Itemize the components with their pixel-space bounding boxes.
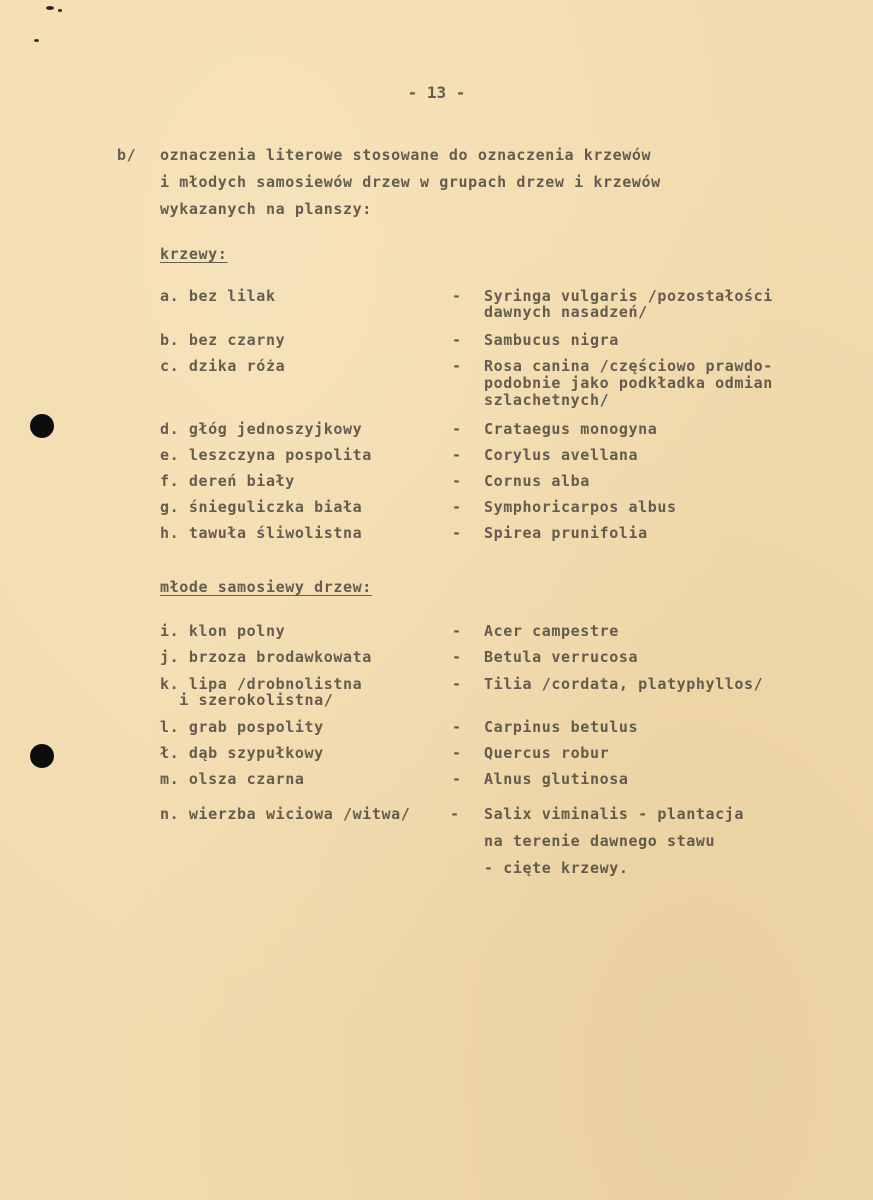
- tree-name: i. klon polny: [160, 622, 286, 640]
- dash-separator: -: [452, 446, 462, 464]
- tree-latin: Tilia /cordata, platyphyllos/: [484, 675, 764, 693]
- dash-separator: -: [452, 744, 462, 762]
- tree-latin: Acer campestre: [484, 622, 619, 640]
- shrub-latin: Symphoricarpos albus: [484, 498, 677, 516]
- shrub-name: f. dereń biały: [160, 472, 295, 490]
- shrub-name: g. śnieguliczka biała: [160, 498, 363, 516]
- shrubs-heading: krzewy:: [160, 245, 228, 263]
- dash-separator: -: [452, 524, 462, 542]
- shrub-latin: Corylus avellana: [484, 446, 639, 464]
- dash-separator: -: [452, 472, 462, 490]
- ink-speck: [34, 39, 39, 42]
- tree-name: n. wierzba wiciowa /witwa/: [160, 805, 411, 823]
- shrub-name: e. leszczyna pospolita: [160, 446, 372, 464]
- shrub-latin: Syringa vulgaris /pozostałości: [484, 287, 773, 305]
- shrub-latin: Rosa canina /częściowo prawdo-: [484, 357, 773, 375]
- tree-latin: - cięte krzewy.: [484, 859, 629, 877]
- dash-separator: -: [452, 498, 462, 516]
- intro-marker: b/: [117, 146, 137, 164]
- shrub-name: b. bez czarny: [160, 331, 286, 349]
- dash-separator: -: [452, 420, 462, 438]
- dash-separator: -: [452, 622, 462, 640]
- page-number: - 13 -: [407, 83, 466, 102]
- young-trees-heading: młode samosiewy drzew:: [160, 578, 372, 596]
- tree-name: l. grab pospolity: [160, 718, 324, 736]
- dash-separator: -: [452, 770, 462, 788]
- intro-line: i młodych samosiewów drzew w grupach drzew i krzewów: [160, 173, 661, 191]
- shrub-latin: Sambucus nigra: [484, 331, 619, 349]
- shrub-name: h. tawuła śliwolistna: [160, 524, 363, 542]
- binder-hole: [30, 414, 54, 438]
- shrub-name: d. głóg jednoszyjkowy: [160, 420, 363, 438]
- intro-line: wykazanych na planszy:: [160, 200, 372, 218]
- dash-separator: -: [452, 675, 462, 693]
- tree-latin: na terenie dawnego stawu: [484, 832, 716, 850]
- shrub-latin: Crataegus monogyna: [484, 420, 658, 438]
- tree-name: ł. dąb szypułkowy: [160, 744, 324, 762]
- shrub-latin: Spirea prunifolia: [484, 524, 648, 542]
- shrub-name: a. bez lilak: [160, 287, 276, 305]
- tree-name: i szerokolistna/: [160, 691, 334, 709]
- dash-separator: -: [452, 718, 462, 736]
- tree-latin: Salix viminalis - plantacja: [484, 805, 745, 823]
- shrub-name: c. dzika róża: [160, 357, 286, 375]
- tree-latin: Betula verrucosa: [484, 648, 639, 666]
- shrub-latin: podobnie jako podkładka odmian: [484, 374, 773, 392]
- dash-separator: -: [452, 357, 462, 375]
- tree-name: k. lipa /drobnolistna: [160, 675, 363, 693]
- ink-speck: [58, 9, 62, 12]
- dash-separator: -: [452, 648, 462, 666]
- tree-latin: Quercus robur: [484, 744, 610, 762]
- tree-latin: Carpinus betulus: [484, 718, 639, 736]
- dash-separator: -: [452, 287, 462, 305]
- shrub-latin: szlachetnych/: [484, 391, 610, 409]
- dash-separator: -: [452, 331, 462, 349]
- shrub-latin: dawnych nasadzeń/: [484, 303, 648, 321]
- dash-separator: -: [450, 805, 460, 823]
- tree-name: m. olsza czarna: [160, 770, 305, 788]
- tree-name: j. brzoza brodawkowata: [160, 648, 372, 666]
- tree-latin: Alnus glutinosa: [484, 770, 629, 788]
- binder-hole: [30, 744, 54, 768]
- intro-line: oznaczenia literowe stosowane do oznaczenia krzewów: [160, 146, 652, 164]
- shrub-latin: Cornus alba: [484, 472, 590, 490]
- ink-speck: [46, 6, 54, 10]
